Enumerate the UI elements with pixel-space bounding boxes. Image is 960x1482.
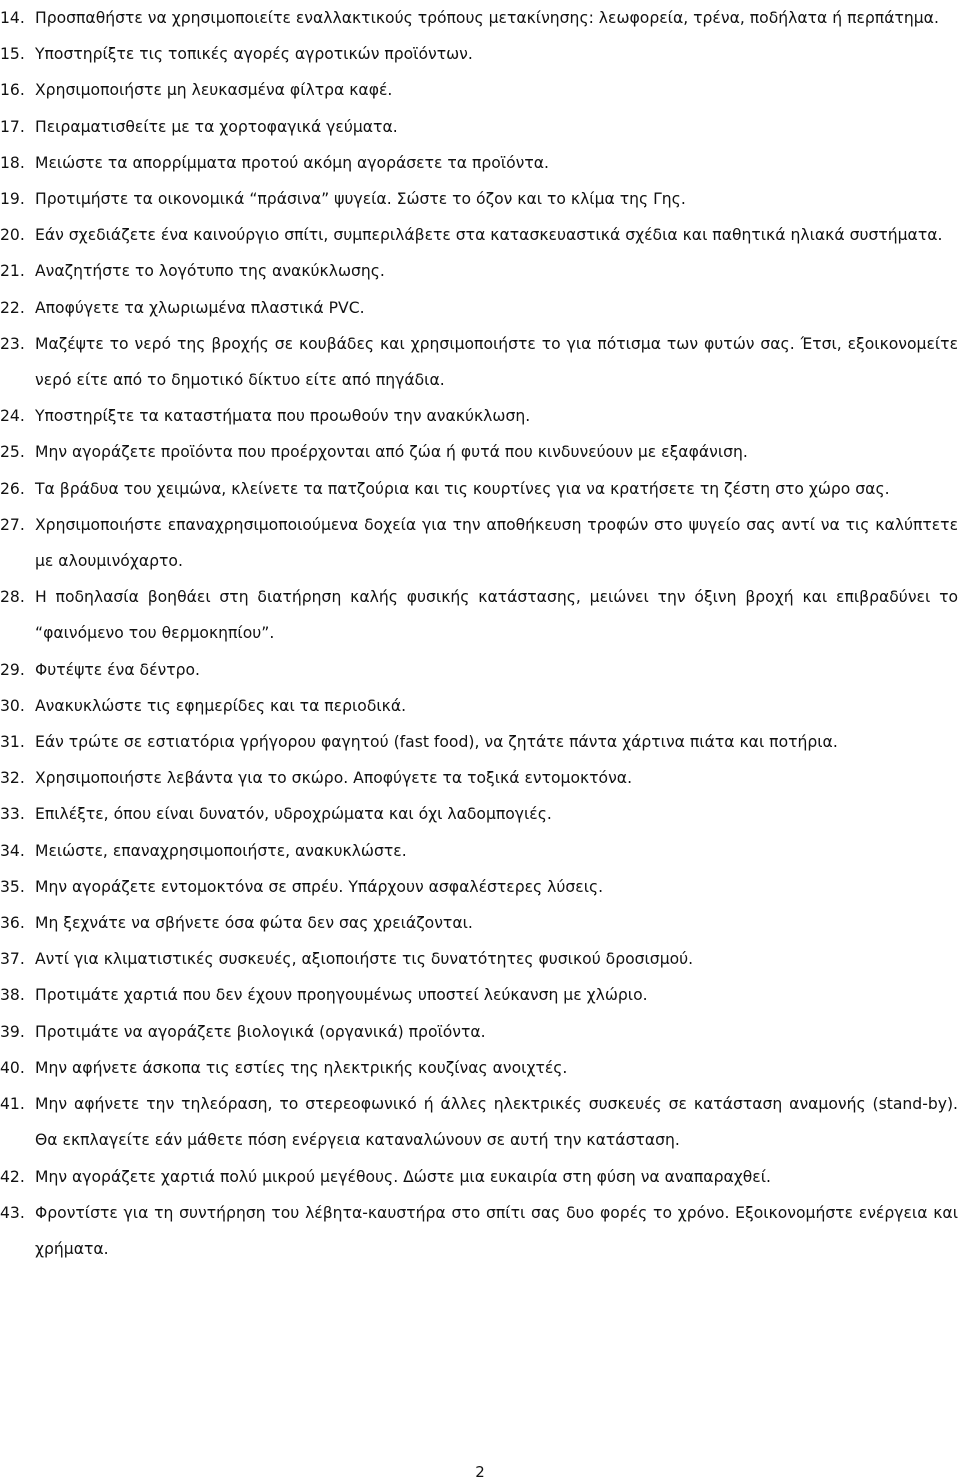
list-item xyxy=(0,652,958,688)
item-text: Μην αφήνετε την τηλεόραση, το στερεοφωνικό ή άλλες ηλεκτρικές συσκευές σε κατάσταση αναμονής (stand-by). Θα εκπλαγείτε εάν μάθετε πόση ενέργεια καταναλώνουν σε αυτή την κατάσταση. xyxy=(35,1095,958,1150)
item-text: Μη ξεχνάτε να σβήνετε όσα φώτα δεν σας χρειάζονται. xyxy=(35,914,473,933)
item-text: Μαζέψτε το νερό της βροχής σε κουβάδες και χρησιμοποιήστε το για πότισμα των φυτών σας. Έτσι, εξοικονομείτε νερό είτε από το δημοτικό δίκτυο είτε από πηγάδια. xyxy=(35,334,958,390)
item-number: 17. xyxy=(0,117,25,136)
item-text: Μην αφήνετε άσκοπα τις εστίες της ηλεκτρικής κουζίνας ανοιχτές. xyxy=(35,1058,568,1077)
item-text: Προτιμήστε τα οικονομικά “πράσινα” ψυγεία. Σώστε το όζον και το κλίμα της Γης. xyxy=(35,190,686,209)
item-number: 33. xyxy=(0,805,25,824)
list-item xyxy=(0,1014,958,1050)
list-item xyxy=(0,290,958,326)
item-text: Μην αγοράζετε εντομοκτόνα σε σπρέυ. Υπάρχουν ασφαλέστερες λύσεις. xyxy=(35,877,604,896)
list-item xyxy=(0,796,958,832)
item-number: 28. xyxy=(0,588,25,607)
list-item xyxy=(0,724,958,760)
item-text: Εάν σχεδιάζετε ένα καινούργιο σπίτι, συμπεριλάβετε στα κατασκευαστικά σχέδια και παθητικά ηλιακά συστήματα. xyxy=(35,226,943,245)
item-text: Τα βράδυα του χειμώνα, κλείνετε τα πατζούρια και τις κουρτίνες για να κρατήσετε τη ζέστη στο χώρο σας. xyxy=(35,479,890,498)
item-number: 20. xyxy=(0,226,25,245)
list-item xyxy=(0,72,958,108)
page-number: 2 xyxy=(475,1463,485,1481)
item-number: 25. xyxy=(0,443,25,462)
item-number: 19. xyxy=(0,190,25,209)
item-text: Μην αγοράζετε προϊόντα που προέρχονται από ζώα ή φυτά που κινδυνεύουν με εξαφάνιση. xyxy=(35,443,748,462)
item-text: Υποστηρίξτε τις τοπικές αγορές αγροτικών προϊόντων. xyxy=(35,45,473,64)
item-number: 40. xyxy=(0,1058,25,1077)
list-item xyxy=(0,833,958,869)
item-number: 23. xyxy=(0,334,25,353)
item-text: Επιλέξτε, όπου είναι δυνατόν, υδροχρώματα και όχι λαδομπογιές. xyxy=(35,805,552,824)
list-item xyxy=(0,36,958,72)
list-item xyxy=(0,760,958,796)
item-text: Χρησιμοποιήστε μη λευκασμένα φίλτρα καφέ. xyxy=(35,81,393,100)
item-text: Χρησιμοποιήστε επαναχρησιμοποιούμενα δοχεία για την αποθήκευση τροφών στο ψυγείο σας αντί να τις καλύπτετε με αλουμινόχαρτο. xyxy=(35,515,958,571)
item-number: 38. xyxy=(0,986,25,1005)
item-text: Φυτέψτε ένα δέντρο. xyxy=(35,660,201,679)
item-number: 31. xyxy=(0,733,25,752)
item-text: Προτιμάτε να αγοράζετε βιολογικά (οργανικά) προϊόντα. xyxy=(35,1022,486,1041)
item-number: 27. xyxy=(0,515,25,534)
item-text: Αναζητήστε το λογότυπο της ανακύκλωσης. xyxy=(35,262,385,281)
item-text: Εάν τρώτε σε εστιατόρια γρήγορου φαγητού (fast food), να ζητάτε πάντα χάρτινα πιάτα και ποτήρια. xyxy=(35,733,838,752)
item-number: 43. xyxy=(0,1203,25,1222)
item-number: 21. xyxy=(0,262,25,281)
item-text: Προτιμάτε χαρτιά που δεν έχουν προηγουμένως υποστεί λεύκανση με χλώριο. xyxy=(35,986,648,1005)
list-item xyxy=(0,398,958,434)
list-item xyxy=(0,181,958,217)
item-number: 34. xyxy=(0,841,25,860)
item-text: Αντί για κλιματιστικές συσκευές, αξιοποιήστε τις δυνατότητες φυσικού δροσισμού. xyxy=(35,950,694,969)
item-number: 16. xyxy=(0,81,25,100)
item-number: 15. xyxy=(0,45,25,64)
item-text: Υποστηρίξτε τα καταστήματα που προωθούν την ανακύκλωση. xyxy=(35,407,531,426)
item-text: Η ποδηλασία βοηθάει στη διατήρηση καλής φυσικής κατάστασης, μειώνει την όξινη βροχή και επιβραδύνει το “φαινόμενο του θερμοκηπίου”. xyxy=(35,588,958,643)
list-item xyxy=(0,1159,958,1195)
list-item xyxy=(0,869,958,905)
item-number: 29. xyxy=(0,660,25,679)
item-number: 14. xyxy=(0,9,25,27)
item-number: 24. xyxy=(0,407,25,426)
item-number: 39. xyxy=(0,1022,25,1041)
item-number: 41. xyxy=(0,1095,25,1114)
item-text: Φροντίστε για τη συντήρηση του λέβητα-καυστήρα στο σπίτι σας δυο φορές το χρόνο. Εξοικονομήστε ενέργεια και χρήματα. xyxy=(35,1203,958,1258)
list-item xyxy=(0,217,958,253)
list-item xyxy=(0,688,958,724)
item-text: Μειώστε, επαναχρησιμοποιήστε, ανακυκλώστε. xyxy=(35,841,407,860)
list-item xyxy=(0,1050,958,1086)
item-text: Αποφύγετε τα χλωριωμένα πλαστικά PVC. xyxy=(35,298,365,317)
list-item xyxy=(0,434,958,470)
list-item xyxy=(0,977,958,1013)
list-item xyxy=(0,507,958,579)
item-number: 35. xyxy=(0,877,25,896)
list-item xyxy=(0,326,958,398)
item-text: Μην αγοράζετε χαρτιά πολύ μικρού μεγέθους. Δώστε μια ευκαιρία στη φύση να αναπαραχθεί. xyxy=(35,1167,771,1186)
list-item xyxy=(0,471,958,507)
item-number: 32. xyxy=(0,769,25,788)
list-item xyxy=(0,109,958,145)
item-text: Ανακυκλώστε τις εφημερίδες και τα περιοδικά. xyxy=(35,696,407,715)
item-text: Χρησιμοποιήστε λεβάντα για το σκώρο. Αποφύγετε τα τοξικά εντομοκτόνα. xyxy=(35,769,633,788)
item-text: Προσπαθήστε να χρησιμοποιείτε εναλλακτικούς τρόπους μετακίνησης: λεωφορεία, τρένα, ποδήλατα ή περπάτημα. xyxy=(35,9,939,27)
item-number: 22. xyxy=(0,298,25,317)
list-item xyxy=(0,941,958,977)
item-number: 30. xyxy=(0,696,25,715)
item-number: 37. xyxy=(0,950,25,969)
list-item xyxy=(0,253,958,289)
item-number: 36. xyxy=(0,914,25,933)
list-item xyxy=(0,1195,958,1267)
list-item xyxy=(0,0,958,36)
item-number: 18. xyxy=(0,153,25,172)
list-item xyxy=(0,905,958,941)
item-number: 26. xyxy=(0,479,25,498)
list-item xyxy=(0,579,958,651)
item-number: 42. xyxy=(0,1167,25,1186)
item-text: Πειραματισθείτε με τα χορτοφαγικά γεύματα. xyxy=(35,117,398,136)
list-item xyxy=(0,145,958,181)
item-text: Μειώστε τα απορρίμματα προτού ακόμη αγοράσετε τα προϊόντα. xyxy=(35,153,549,172)
list-item xyxy=(0,1086,958,1158)
